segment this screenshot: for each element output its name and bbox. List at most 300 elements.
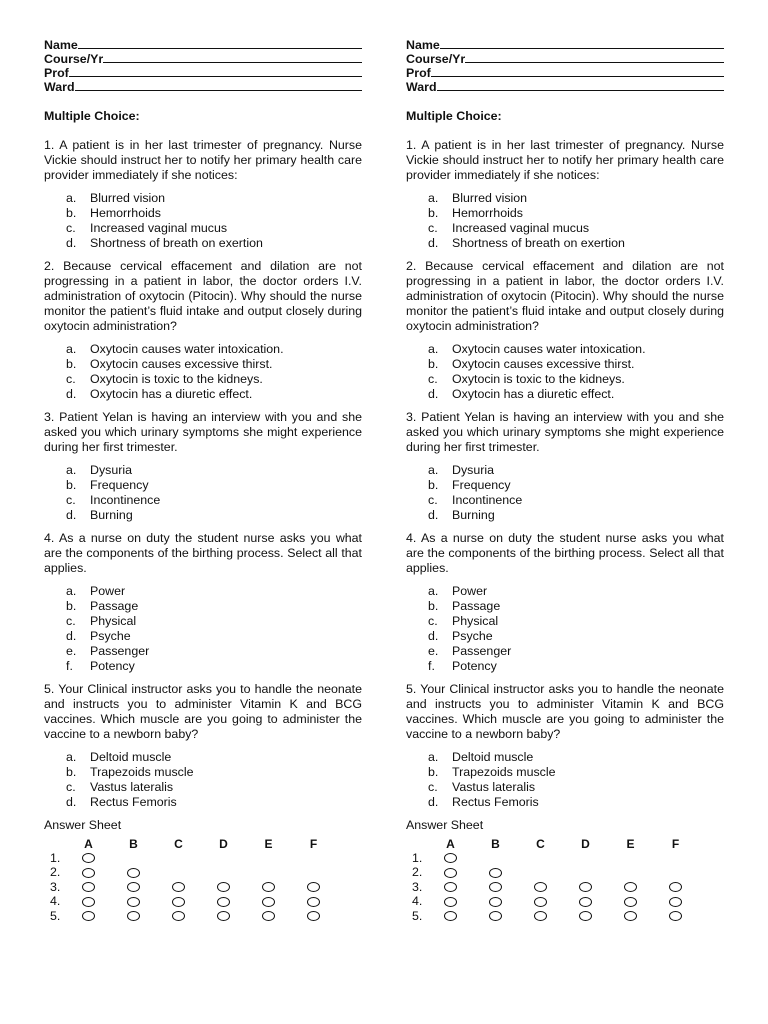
field-input-line[interactable] [431, 66, 724, 77]
row-number-spacer [50, 837, 66, 851]
answer-row-number: 4. [412, 894, 423, 909]
option-letter: c. [428, 372, 438, 386]
option-letter: b. [66, 206, 77, 220]
answer-cell [156, 882, 201, 892]
question-text: 3. Patient Yelan is having an interview with you and she asked you which urinary symptoms she might experience during her first trimester. [406, 410, 724, 454]
header-field-name [44, 38, 362, 52]
option-text: Oxytocin causes water intoxication. [452, 342, 646, 356]
answer-bubble[interactable] [82, 853, 95, 863]
answer-cell [201, 897, 246, 907]
question-text: 2. Because cervical effacement and dilation are not progressing in a patient in labor, the doctor orders I.V. administration of oxytocin (Pitocin). Why should the nurse monitor the patient’s fluid intake and output closely during oxytocin administration? [44, 259, 362, 333]
answer-grid [412, 837, 724, 924]
option-letter: c. [66, 493, 76, 507]
option-text: Incontinence [452, 493, 523, 507]
answer-bubble[interactable] [444, 868, 457, 878]
answer-bubble[interactable] [579, 897, 592, 907]
option-letter: b. [428, 357, 439, 371]
answer-bubble[interactable] [669, 882, 682, 892]
answer-cell [563, 882, 608, 892]
answer-bubble[interactable] [489, 897, 502, 907]
option-text: Hemorrhoids [452, 206, 523, 220]
field-input-line[interactable] [440, 38, 724, 49]
option-list [428, 750, 724, 810]
option-item [428, 387, 724, 402]
option-letter: d. [428, 387, 439, 401]
answer-cell [156, 911, 201, 921]
answer-cell [473, 868, 518, 878]
answer-row-number: 2. [50, 865, 61, 880]
option-letter: a. [66, 750, 77, 764]
answer-bubble[interactable] [127, 868, 140, 878]
question-text: 5. Your Clinical instructor asks you to handle the neonate and instructs you to administer Vitamin K and BCG vaccines. Which muscle are you going to administer the vaccine to a newborn baby? [44, 682, 362, 741]
option-list [66, 750, 362, 810]
option-text: Dysuria [90, 463, 132, 477]
answer-cell [291, 911, 336, 921]
option-list [428, 463, 724, 523]
answer-cell [111, 868, 156, 878]
option-text: Incontinence [90, 493, 161, 507]
answer-cell [291, 897, 336, 907]
option-item [428, 463, 724, 478]
header-field-ward [406, 80, 724, 94]
column-letter: B [129, 836, 138, 851]
answer-cell [246, 897, 291, 907]
field-input-line[interactable] [69, 66, 362, 77]
option-letter: e. [66, 644, 77, 658]
field-input-line[interactable] [465, 52, 724, 63]
option-text: Power [90, 584, 126, 598]
option-list [428, 342, 724, 402]
option-item [428, 780, 724, 795]
answer-grid-header [412, 837, 724, 851]
option-letter: a. [428, 584, 439, 598]
option-list [66, 584, 362, 674]
option-item [428, 599, 724, 614]
answer-bubble[interactable] [489, 868, 502, 878]
option-text: Passenger [452, 644, 512, 658]
option-text: Oxytocin is toxic to the kidneys. [452, 372, 625, 386]
option-letter: b. [66, 357, 77, 371]
option-list [428, 584, 724, 674]
option-letter: c. [66, 372, 76, 386]
answer-cell [428, 897, 473, 907]
option-item [428, 765, 724, 780]
answer-cell [428, 868, 473, 878]
option-text: Potency [90, 659, 135, 673]
option-text: Trapezoids muscle [452, 765, 556, 779]
field-label: Course/Yr [44, 52, 104, 66]
option-item [428, 342, 724, 357]
answer-bubble[interactable] [534, 911, 547, 921]
answer-row [50, 851, 362, 866]
answer-bubble[interactable] [217, 897, 230, 907]
answer-cell [428, 911, 473, 921]
option-text: Power [452, 584, 488, 598]
header-field-course-yr [406, 52, 724, 66]
answer-cell [653, 897, 698, 907]
option-item [428, 584, 724, 599]
option-letter: c. [428, 780, 438, 794]
option-text: Increased vaginal mucus [452, 221, 590, 235]
field-label: Course/Yr [406, 52, 466, 66]
option-list [66, 342, 362, 402]
answer-bubble[interactable] [444, 882, 457, 892]
column-letter: E [264, 836, 273, 851]
option-item [66, 765, 362, 780]
option-text: Blurred vision [90, 191, 166, 205]
option-letter: c. [66, 780, 76, 794]
answer-cell [518, 911, 563, 921]
answer-cell [201, 911, 246, 921]
option-item [428, 372, 724, 387]
option-list [66, 191, 362, 251]
answer-cell [473, 882, 518, 892]
answer-cell [66, 882, 111, 892]
option-item [66, 387, 362, 402]
answer-row [50, 866, 362, 881]
option-item [66, 206, 362, 221]
header-field-name [406, 38, 724, 52]
answer-row-number: 5. [412, 908, 423, 923]
option-letter: b. [428, 599, 439, 613]
option-letter: a. [66, 584, 77, 598]
answer-bubble[interactable] [82, 868, 95, 878]
option-item [428, 659, 724, 674]
option-item [428, 493, 724, 508]
option-text: Oxytocin causes excessive thirst. [90, 357, 273, 371]
answer-row-number: 4. [50, 894, 61, 909]
option-text: Psyche [452, 629, 493, 643]
option-letter: b. [428, 478, 439, 492]
option-text: Burning [452, 508, 495, 522]
option-text: Physical [452, 614, 499, 628]
answer-cell [608, 911, 653, 921]
answer-row [50, 909, 362, 924]
field-input-line[interactable] [75, 80, 362, 91]
answer-sheet-title: Answer Sheet [44, 818, 122, 832]
field-input-line[interactable] [78, 38, 362, 49]
answer-bubble[interactable] [172, 897, 185, 907]
answer-bubble[interactable] [669, 897, 682, 907]
option-text: Vastus lateralis [90, 780, 174, 794]
column-letter: A [84, 836, 93, 851]
answer-row [412, 851, 724, 866]
question-text: 5. Your Clinical instructor asks you to handle the neonate and instructs you to administer Vitamin K and BCG vaccines. Which muscle are you going to administer the vaccine to a newborn baby? [406, 682, 724, 741]
answer-row-number: 3. [412, 879, 423, 894]
option-letter: a. [428, 342, 439, 356]
option-letter: d. [66, 795, 77, 809]
answer-row [412, 895, 724, 910]
answer-row [412, 880, 724, 895]
answer-cell [428, 882, 473, 892]
option-letter: d. [428, 629, 439, 643]
option-item [66, 372, 362, 387]
answer-grid [50, 837, 362, 924]
answer-bubble[interactable] [82, 911, 95, 921]
answer-row [412, 909, 724, 924]
option-item [66, 478, 362, 493]
option-item [66, 357, 362, 372]
answer-grid-header [50, 837, 362, 851]
column-letter: F [671, 836, 680, 851]
option-text: Shortness of breath on exertion [90, 236, 263, 250]
answer-row [50, 880, 362, 895]
option-item [428, 478, 724, 493]
option-item [428, 357, 724, 372]
option-text: Passenger [90, 644, 150, 658]
option-text: Hemorrhoids [90, 206, 161, 220]
option-text: Oxytocin is toxic to the kidneys. [90, 372, 263, 386]
option-letter: a. [66, 342, 77, 356]
option-item [66, 599, 362, 614]
field-label: Ward [44, 80, 75, 94]
option-item [428, 236, 724, 251]
answer-cell [66, 911, 111, 921]
answer-row-number: 2. [412, 865, 423, 880]
answer-bubble[interactable] [127, 897, 140, 907]
answer-bubble[interactable] [534, 897, 547, 907]
answer-bubble[interactable] [127, 882, 140, 892]
header-field-ward [44, 80, 362, 94]
row-number-spacer [412, 837, 428, 851]
option-text: Trapezoids muscle [90, 765, 194, 779]
option-letter: d. [428, 795, 439, 809]
question-text: 1. A patient is in her last trimester of pregnancy. Nurse Vickie should instruct her to notify her primary health care provider immediately if she notices: [406, 138, 724, 182]
column-letter: E [626, 836, 635, 851]
option-item [66, 780, 362, 795]
option-item [66, 629, 362, 644]
option-letter: d. [66, 629, 77, 643]
option-item [428, 629, 724, 644]
option-letter: f. [66, 659, 73, 673]
option-text: Rectus Femoris [90, 795, 177, 809]
answer-row-number: 3. [50, 879, 61, 894]
option-letter: d. [66, 508, 77, 522]
answer-row-number: 1. [50, 850, 61, 865]
answer-cell [563, 911, 608, 921]
option-item [428, 508, 724, 523]
option-item [428, 191, 724, 206]
column-letter: F [309, 836, 318, 851]
option-item [428, 644, 724, 659]
answer-bubble[interactable] [489, 882, 502, 892]
option-text: Blurred vision [452, 191, 528, 205]
answer-cell [291, 882, 336, 892]
answer-bubble[interactable] [579, 911, 592, 921]
answer-cell [608, 882, 653, 892]
answer-cell [653, 882, 698, 892]
answer-bubble[interactable] [307, 897, 320, 907]
field-input-line[interactable] [103, 52, 362, 63]
option-letter: b. [66, 599, 77, 613]
column-letter: C [174, 836, 183, 851]
question-text: 4. As a nurse on duty the student nurse asks you what are the components of the birthing process. Select all that applies. [44, 531, 362, 575]
option-letter: c. [428, 221, 438, 235]
answer-bubble[interactable] [217, 882, 230, 892]
answer-cell [428, 853, 473, 863]
option-item [66, 463, 362, 478]
answer-bubble[interactable] [82, 882, 95, 892]
answer-bubble[interactable] [489, 911, 502, 921]
answer-sheet-title: Answer Sheet [406, 818, 484, 832]
question-text: 1. A patient is in her last trimester of pregnancy. Nurse Vickie should instruct her to notify her primary health care provider immediately if she notices: [44, 138, 362, 182]
option-item [428, 206, 724, 221]
field-label: Ward [406, 80, 437, 94]
sheet-left [44, 38, 362, 924]
header-field-prof [406, 66, 724, 80]
answer-bubble[interactable] [444, 897, 457, 907]
answer-cell [653, 911, 698, 921]
answer-bubble[interactable] [172, 911, 185, 921]
option-text: Psyche [90, 629, 131, 643]
option-text: Oxytocin has a diuretic effect. [452, 387, 615, 401]
option-text: Frequency [90, 478, 149, 492]
column-letter: A [446, 836, 455, 851]
answer-cell [66, 897, 111, 907]
option-text: Frequency [452, 478, 511, 492]
option-item [66, 342, 362, 357]
option-text: Potency [452, 659, 497, 673]
option-letter: b. [66, 478, 77, 492]
option-text: Passage [452, 599, 501, 613]
option-text: Physical [90, 614, 137, 628]
answer-cell [111, 882, 156, 892]
option-letter: a. [428, 463, 439, 477]
answer-bubble[interactable] [217, 911, 230, 921]
column-letter: D [219, 836, 228, 851]
field-label: Name [406, 38, 440, 52]
option-text: Oxytocin causes water intoxication. [90, 342, 284, 356]
column-letter: D [581, 836, 590, 851]
option-item [66, 493, 362, 508]
option-letter: c. [66, 614, 76, 628]
answer-bubble[interactable] [127, 911, 140, 921]
answer-row [412, 866, 724, 881]
answer-bubble[interactable] [262, 911, 275, 921]
answer-bubble[interactable] [669, 911, 682, 921]
option-letter: c. [66, 221, 76, 235]
option-item [66, 644, 362, 659]
option-item [428, 750, 724, 765]
column-letter: B [491, 836, 500, 851]
answer-cell [563, 897, 608, 907]
answer-cell [156, 897, 201, 907]
answer-cell [473, 897, 518, 907]
field-input-line[interactable] [437, 80, 724, 91]
option-text: Deltoid muscle [90, 750, 172, 764]
answer-bubble[interactable] [307, 911, 320, 921]
answer-bubble[interactable] [262, 882, 275, 892]
option-letter: a. [66, 191, 77, 205]
section-title: Multiple Choice: [44, 109, 140, 123]
option-letter: c. [428, 614, 438, 628]
option-letter: d. [428, 508, 439, 522]
answer-bubble[interactable] [444, 911, 457, 921]
answer-cell [111, 911, 156, 921]
option-letter: a. [428, 191, 439, 205]
answer-bubble[interactable] [624, 911, 637, 921]
question-text: 3. Patient Yelan is having an interview with you and she asked you which urinary symptoms she might experience during her first trimester. [44, 410, 362, 454]
answer-cell [201, 882, 246, 892]
option-item [66, 659, 362, 674]
header-field-prof [44, 66, 362, 80]
answer-bubble[interactable] [579, 882, 592, 892]
answer-bubble[interactable] [82, 897, 95, 907]
answer-bubble[interactable] [534, 882, 547, 892]
answer-cell [608, 897, 653, 907]
option-list [66, 463, 362, 523]
option-text: Burning [90, 508, 133, 522]
answer-cell [518, 897, 563, 907]
option-letter: d. [66, 387, 77, 401]
option-item [66, 508, 362, 523]
answer-cell [66, 853, 111, 863]
header-field-course-yr [44, 52, 362, 66]
answer-bubble[interactable] [172, 882, 185, 892]
question-text: 4. As a nurse on duty the student nurse asks you what are the components of the birthing process. Select all that applies. [406, 531, 724, 575]
option-item [428, 221, 724, 236]
option-letter: c. [428, 493, 438, 507]
option-item [428, 795, 724, 810]
option-letter: b. [428, 206, 439, 220]
answer-cell [111, 897, 156, 907]
option-letter: e. [428, 644, 439, 658]
option-letter: b. [428, 765, 439, 779]
option-text: Dysuria [452, 463, 494, 477]
option-item [66, 795, 362, 810]
answer-cell [246, 911, 291, 921]
option-text: Oxytocin has a diuretic effect. [90, 387, 253, 401]
answer-bubble[interactable] [262, 897, 275, 907]
option-item [66, 750, 362, 765]
answer-bubble[interactable] [307, 882, 320, 892]
option-letter: b. [66, 765, 77, 779]
option-text: Deltoid muscle [452, 750, 534, 764]
option-item [66, 221, 362, 236]
field-label: Name [44, 38, 78, 52]
option-text: Passage [90, 599, 139, 613]
option-item [66, 236, 362, 251]
answer-row-number: 5. [50, 908, 61, 923]
option-item [66, 614, 362, 629]
option-text: Rectus Femoris [452, 795, 539, 809]
section-title: Multiple Choice: [406, 109, 502, 123]
option-letter: a. [66, 463, 77, 477]
option-text: Increased vaginal mucus [90, 221, 228, 235]
option-text: Vastus lateralis [452, 780, 536, 794]
answer-cell [518, 882, 563, 892]
option-letter: d. [428, 236, 439, 250]
answer-cell [246, 882, 291, 892]
option-letter: f. [428, 659, 435, 673]
option-item [428, 614, 724, 629]
answer-bubble[interactable] [624, 897, 637, 907]
option-item [66, 584, 362, 599]
question-text: 2. Because cervical effacement and dilation are not progressing in a patient in labor, the doctor orders I.V. administration of oxytocin (Pitocin). Why should the nurse monitor the patient’s fluid intake and output closely during oxytocin administration? [406, 259, 724, 333]
option-text: Oxytocin causes excessive thirst. [452, 357, 635, 371]
option-letter: a. [428, 750, 439, 764]
option-letter: d. [66, 236, 77, 250]
sheet-right [406, 38, 724, 924]
field-label: Prof [406, 66, 431, 80]
answer-bubble[interactable] [624, 882, 637, 892]
option-text: Shortness of breath on exertion [452, 236, 625, 250]
option-item [66, 191, 362, 206]
column-letter: C [536, 836, 545, 851]
answer-bubble[interactable] [444, 853, 457, 863]
answer-row [50, 895, 362, 910]
answer-cell [473, 911, 518, 921]
